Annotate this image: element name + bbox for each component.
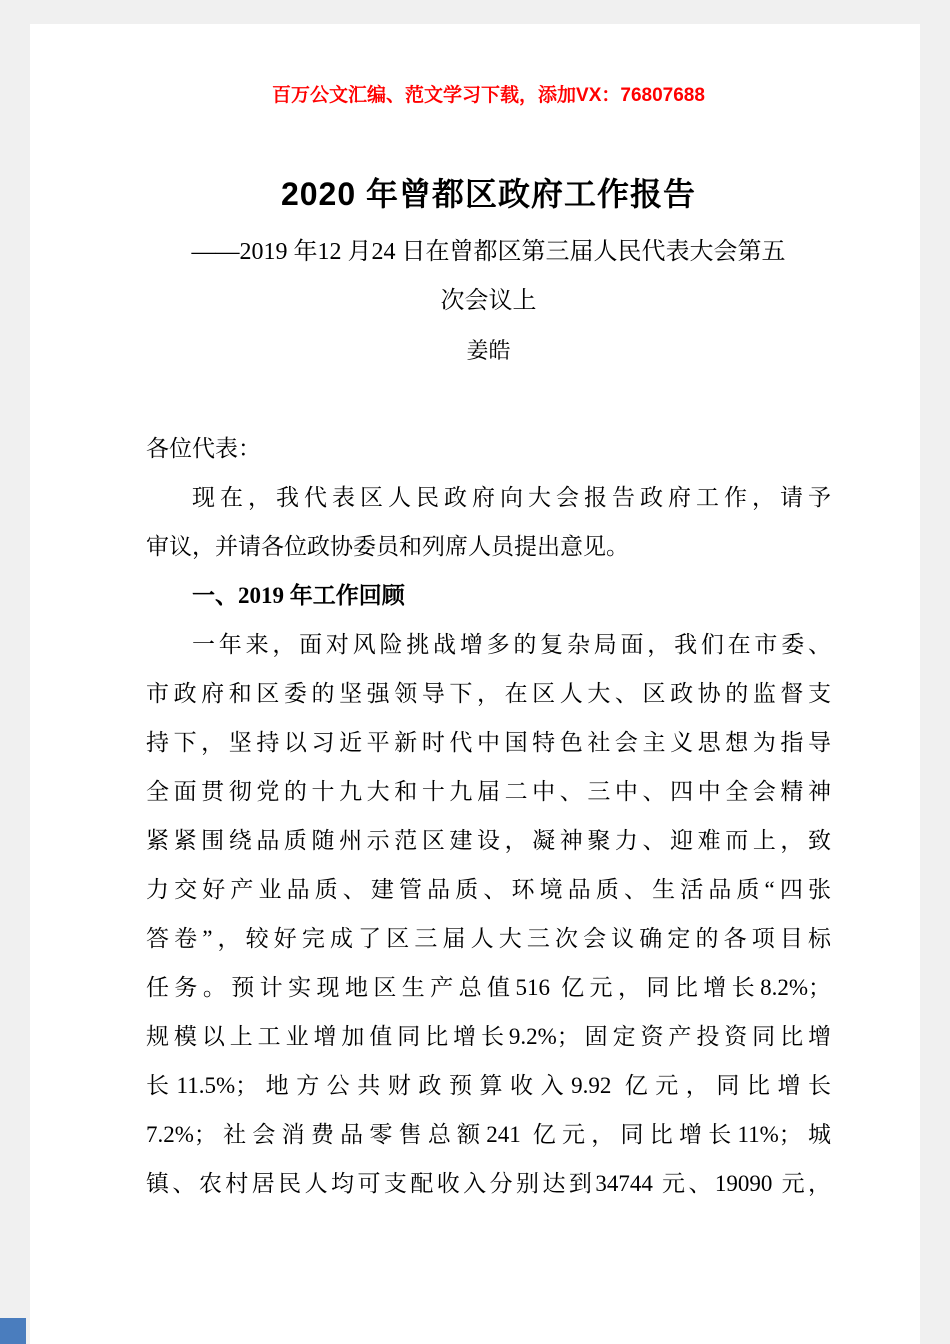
body-line: 现在，我代表区人民政府向大会报告政府工作，请予 bbox=[192, 485, 831, 510]
bottom-left-widget bbox=[0, 1318, 26, 1344]
body-line: 规模以上工业增加值同比增长9.2%；固定资产投资同比增 bbox=[146, 1024, 831, 1049]
body-line: 7.2%；社会消费品零售总额241 亿元，同比增长11%；城 bbox=[146, 1122, 831, 1147]
author-name: 姜皓 bbox=[466, 338, 511, 363]
document-subtitle bbox=[146, 228, 831, 326]
body-line: 紧紧围绕品质随州示范区建设，凝神聚力、迎难而上，致 bbox=[146, 828, 831, 853]
body-line: 审议，并请各位政协委员和列席人员提出意见。 bbox=[146, 534, 629, 559]
document-title: 2020 年曾都区政府工作报告 bbox=[280, 176, 697, 212]
section-heading: 一、2019 年工作回顾 bbox=[192, 583, 405, 608]
body-line: 持下，坚持以习近平新时代中国特色社会主义思想为指导 bbox=[146, 730, 831, 755]
body-line: 力交好产业品质、建管品质、环境品质、生活品质“四张 bbox=[146, 877, 831, 902]
subtitle-line: 次会议上 bbox=[440, 288, 537, 314]
promo-notice: 百万公文汇编、范文学习下载，添加VX：76807688 bbox=[272, 85, 705, 106]
body-line: 市政府和区委的坚强领导下，在区人大、区政协的监督支 bbox=[146, 681, 831, 706]
salutation: 各位代表： bbox=[146, 436, 261, 461]
blank-line bbox=[146, 375, 831, 424]
body-line: 全面贯彻党的十九大和十九届二中、三中、四中全会精神 bbox=[146, 779, 831, 804]
body-line: 长11.5%；地方公共财政预算收入9.92 亿元，同比增长 bbox=[146, 1073, 831, 1098]
body-line: 任务。预计实现地区生产总值516 亿元，同比增长8.2%； bbox=[146, 975, 831, 1000]
body-line: 答卷”，较好完成了区三届人大三次会议确定的各项目标 bbox=[146, 926, 831, 951]
body-line: 一年来，面对风险挑战增多的复杂局面，我们在市委、 bbox=[192, 632, 831, 657]
document-page bbox=[30, 24, 920, 1344]
body-line: 镇、农村居民人均可支配收入分别达到34744 元、19090 元， bbox=[146, 1171, 832, 1196]
subtitle-line: ——2019 年12 月24 日在曾都区第三届人民代表大会第五 bbox=[191, 239, 786, 265]
